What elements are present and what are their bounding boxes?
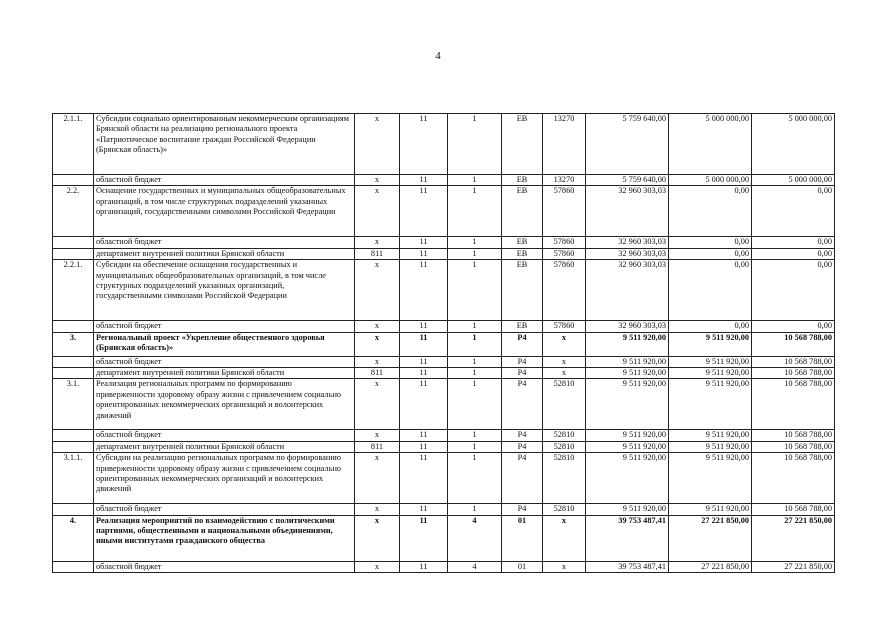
subsection-code-cell: 1 (448, 504, 502, 515)
admin-code-cell: 811 (355, 248, 400, 259)
row-name-cell: департамент внутренней политики Брянской области (94, 248, 355, 259)
amount-year1-cell: 9 511 920,00 (586, 504, 669, 515)
row-name-cell: областной бюджет (94, 175, 355, 186)
row-number-cell (53, 368, 94, 379)
section-code-cell: 11 (400, 248, 448, 259)
subsection-code-cell: 1 (448, 356, 502, 367)
amount-year2-cell: 0,00 (669, 186, 752, 237)
subsection-code-cell: 1 (448, 114, 502, 175)
section-code-cell: 11 (400, 441, 448, 452)
direction-code-cell: x (543, 332, 586, 356)
table-row (53, 356, 835, 367)
admin-code-cell: x (355, 332, 400, 356)
table-row (53, 175, 835, 186)
row-name-cell: областной бюджет (94, 561, 355, 572)
admin-code-cell: x (355, 260, 400, 321)
program-code-cell: Р4 (502, 368, 543, 379)
table-row (53, 379, 835, 430)
program-code-cell: ЕВ (502, 186, 543, 237)
section-code-cell: 11 (400, 504, 448, 515)
row-number-cell: 3.1. (53, 379, 94, 430)
amount-year1-cell: 9 511 920,00 (586, 430, 669, 441)
row-name-cell: областной бюджет (94, 321, 355, 332)
program-code-cell: 01 (502, 561, 543, 572)
subsection-code-cell: 1 (448, 430, 502, 441)
amount-year2-cell: 9 511 920,00 (669, 504, 752, 515)
subsection-code-cell: 1 (448, 368, 502, 379)
amount-year3-cell: 10 568 788,00 (752, 332, 835, 356)
amount-year3-cell: 0,00 (752, 248, 835, 259)
amount-year3-cell: 0,00 (752, 260, 835, 321)
section-code-cell: 11 (400, 515, 448, 561)
amount-year3-cell: 27 221 850,00 (752, 515, 835, 561)
row-name-cell: Субсидии на реализацию региональных программ по формированию приверженности здоровому образу жизни с привлечением социально ориентированных некоммерческих организаций и волонтерских движений (94, 453, 355, 504)
direction-code-cell: 57860 (543, 186, 586, 237)
row-number-cell (53, 441, 94, 452)
row-number-cell: 3. (53, 332, 94, 356)
program-code-cell: ЕВ (502, 260, 543, 321)
subsection-code-cell: 4 (448, 561, 502, 572)
program-code-cell: Р4 (502, 379, 543, 430)
row-number-cell (53, 504, 94, 515)
direction-code-cell: 52810 (543, 504, 586, 515)
table-row (53, 504, 835, 515)
row-number-cell: 4. (53, 515, 94, 561)
amount-year1-cell: 32 960 303,03 (586, 260, 669, 321)
row-name-cell: Региональный проект «Укрепление общественного здоровья (Брянская область)» (94, 332, 355, 356)
amount-year3-cell: 27 221 850,00 (752, 561, 835, 572)
amount-year3-cell: 0,00 (752, 321, 835, 332)
table-row (53, 453, 835, 504)
subsection-code-cell: 1 (448, 321, 502, 332)
row-number-cell: 2.2.1. (53, 260, 94, 321)
amount-year1-cell: 9 511 920,00 (586, 332, 669, 356)
table-row (53, 237, 835, 248)
row-name-cell: Реализация региональных программ по формированию приверженности здоровому образу жизни с привлечением социально ориентированных некоммерческих организаций и волонтерских движений (94, 379, 355, 430)
row-number-cell: 2.1.1. (53, 114, 94, 175)
row-number-cell (53, 248, 94, 259)
row-number-cell: 3.1.1. (53, 453, 94, 504)
table-row (53, 260, 835, 321)
amount-year3-cell: 10 568 788,00 (752, 504, 835, 515)
amount-year2-cell: 9 511 920,00 (669, 332, 752, 356)
row-number-cell (53, 430, 94, 441)
section-code-cell: 11 (400, 114, 448, 175)
table-row (53, 321, 835, 332)
admin-code-cell: 811 (355, 441, 400, 452)
admin-code-cell: 811 (355, 368, 400, 379)
section-code-cell: 11 (400, 175, 448, 186)
table-row (53, 186, 835, 237)
amount-year2-cell: 0,00 (669, 321, 752, 332)
section-code-cell: 11 (400, 356, 448, 367)
amount-year2-cell: 5 000 000,00 (669, 114, 752, 175)
amount-year1-cell: 9 511 920,00 (586, 379, 669, 430)
amount-year3-cell: 5 000 000,00 (752, 175, 835, 186)
admin-code-cell: x (355, 175, 400, 186)
section-code-cell: 11 (400, 379, 448, 430)
amount-year2-cell: 0,00 (669, 237, 752, 248)
amount-year2-cell: 0,00 (669, 248, 752, 259)
subsection-code-cell: 1 (448, 260, 502, 321)
amount-year3-cell: 10 568 788,00 (752, 368, 835, 379)
amount-year1-cell: 39 753 487,41 (586, 561, 669, 572)
row-name-cell: Оснащение государственных и муниципальных общеобразовательных организаций, в том числе структурных подразделений указанных организаций, государственными символами Российской Федерации (94, 186, 355, 237)
program-code-cell: ЕВ (502, 248, 543, 259)
amount-year1-cell: 9 511 920,00 (586, 368, 669, 379)
direction-code-cell: 57860 (543, 260, 586, 321)
direction-code-cell: 57860 (543, 248, 586, 259)
page-number: 4 (435, 50, 441, 62)
amount-year3-cell: 10 568 788,00 (752, 379, 835, 430)
subsection-code-cell: 1 (448, 175, 502, 186)
program-code-cell: Р4 (502, 430, 543, 441)
table-row (53, 114, 835, 175)
direction-code-cell: 52810 (543, 379, 586, 430)
amount-year3-cell: 5 000 000,00 (752, 114, 835, 175)
amount-year2-cell: 5 000 000,00 (669, 175, 752, 186)
admin-code-cell: x (355, 379, 400, 430)
table-row (53, 368, 835, 379)
table-row (53, 515, 835, 561)
budget-table (52, 113, 835, 573)
subsection-code-cell: 1 (448, 248, 502, 259)
table-row (53, 561, 835, 572)
amount-year1-cell: 39 753 487,41 (586, 515, 669, 561)
amount-year3-cell: 0,00 (752, 237, 835, 248)
direction-code-cell: x (543, 368, 586, 379)
direction-code-cell: 57860 (543, 321, 586, 332)
subsection-code-cell: 1 (448, 186, 502, 237)
row-name-cell: областной бюджет (94, 237, 355, 248)
admin-code-cell: x (355, 515, 400, 561)
direction-code-cell: 52810 (543, 441, 586, 452)
direction-code-cell: x (543, 515, 586, 561)
amount-year2-cell: 9 511 920,00 (669, 379, 752, 430)
section-code-cell: 11 (400, 430, 448, 441)
amount-year3-cell: 0,00 (752, 186, 835, 237)
amount-year1-cell: 32 960 303,03 (586, 321, 669, 332)
program-code-cell: 01 (502, 515, 543, 561)
amount-year3-cell: 10 568 788,00 (752, 430, 835, 441)
section-code-cell: 11 (400, 321, 448, 332)
table-body (53, 114, 835, 573)
admin-code-cell: x (355, 453, 400, 504)
amount-year2-cell: 9 511 920,00 (669, 430, 752, 441)
row-number-cell (53, 175, 94, 186)
amount-year1-cell: 32 960 303,03 (586, 186, 669, 237)
row-name-cell: Субсидии на обеспечение оснащения государственных и муниципальных общеобразовательных организаций, в том числе структурных подразделений указанных организаций, государственными символами Российской Федерации (94, 260, 355, 321)
row-number-cell (53, 561, 94, 572)
row-name-cell: департамент внутренней политики Брянской области (94, 441, 355, 452)
row-name-cell: департамент внутренней политики Брянской области (94, 368, 355, 379)
subsection-code-cell: 4 (448, 515, 502, 561)
row-name-cell: областной бюджет (94, 504, 355, 515)
row-number-cell (53, 356, 94, 367)
amount-year1-cell: 5 759 640,00 (586, 114, 669, 175)
section-code-cell: 11 (400, 453, 448, 504)
row-number-cell (53, 321, 94, 332)
direction-code-cell: 57860 (543, 237, 586, 248)
table-row (53, 430, 835, 441)
admin-code-cell: x (355, 237, 400, 248)
row-name-cell: областной бюджет (94, 356, 355, 367)
amount-year3-cell: 10 568 788,00 (752, 356, 835, 367)
direction-code-cell: 13270 (543, 175, 586, 186)
section-code-cell: 11 (400, 332, 448, 356)
direction-code-cell: 52810 (543, 430, 586, 441)
admin-code-cell: x (355, 561, 400, 572)
section-code-cell: 11 (400, 260, 448, 321)
subsection-code-cell: 1 (448, 379, 502, 430)
program-code-cell: ЕВ (502, 175, 543, 186)
amount-year2-cell: 0,00 (669, 260, 752, 321)
section-code-cell: 11 (400, 561, 448, 572)
amount-year2-cell: 27 221 850,00 (669, 561, 752, 572)
admin-code-cell: x (355, 504, 400, 515)
program-code-cell: ЕВ (502, 237, 543, 248)
amount-year2-cell: 9 511 920,00 (669, 368, 752, 379)
amount-year2-cell: 27 221 850,00 (669, 515, 752, 561)
amount-year1-cell: 5 759 640,00 (586, 175, 669, 186)
program-code-cell: ЕВ (502, 114, 543, 175)
admin-code-cell: x (355, 356, 400, 367)
subsection-code-cell: 1 (448, 441, 502, 452)
amount-year1-cell: 9 511 920,00 (586, 441, 669, 452)
section-code-cell: 11 (400, 186, 448, 237)
amount-year3-cell: 10 568 788,00 (752, 453, 835, 504)
direction-code-cell: x (543, 356, 586, 367)
section-code-cell: 11 (400, 368, 448, 379)
program-code-cell: Р4 (502, 504, 543, 515)
program-code-cell: Р4 (502, 356, 543, 367)
section-code-cell: 11 (400, 237, 448, 248)
subsection-code-cell: 1 (448, 237, 502, 248)
admin-code-cell: x (355, 321, 400, 332)
row-name-cell: областной бюджет (94, 430, 355, 441)
direction-code-cell: 13270 (543, 114, 586, 175)
subsection-code-cell: 1 (448, 332, 502, 356)
program-code-cell: Р4 (502, 332, 543, 356)
subsection-code-cell: 1 (448, 453, 502, 504)
program-code-cell: ЕВ (502, 321, 543, 332)
amount-year2-cell: 9 511 920,00 (669, 356, 752, 367)
program-code-cell: Р4 (502, 441, 543, 452)
amount-year1-cell: 9 511 920,00 (586, 356, 669, 367)
direction-code-cell: 52810 (543, 453, 586, 504)
program-code-cell: Р4 (502, 453, 543, 504)
table-row (53, 248, 835, 259)
amount-year2-cell: 9 511 920,00 (669, 441, 752, 452)
amount-year1-cell: 32 960 303,03 (586, 237, 669, 248)
admin-code-cell: x (355, 114, 400, 175)
admin-code-cell: x (355, 430, 400, 441)
table-row (53, 332, 835, 356)
amount-year1-cell: 32 960 303,03 (586, 248, 669, 259)
table-row (53, 441, 835, 452)
row-name-cell: Реализация мероприятий по взаимодействию с политическими партиями, общественными и национальными объединениями, иными институтами гражданского общества (94, 515, 355, 561)
direction-code-cell: x (543, 561, 586, 572)
amount-year3-cell: 10 568 788,00 (752, 441, 835, 452)
row-number-cell (53, 237, 94, 248)
row-name-cell: Субсидии социально ориентированным некоммерческим организациям Брянской области на реализацию регионального проекта «Патриотическое воспитание граждан Российской Федерации (Брянская область)» (94, 114, 355, 175)
amount-year1-cell: 9 511 920,00 (586, 453, 669, 504)
admin-code-cell: x (355, 186, 400, 237)
row-number-cell: 2.2. (53, 186, 94, 237)
amount-year2-cell: 9 511 920,00 (669, 453, 752, 504)
